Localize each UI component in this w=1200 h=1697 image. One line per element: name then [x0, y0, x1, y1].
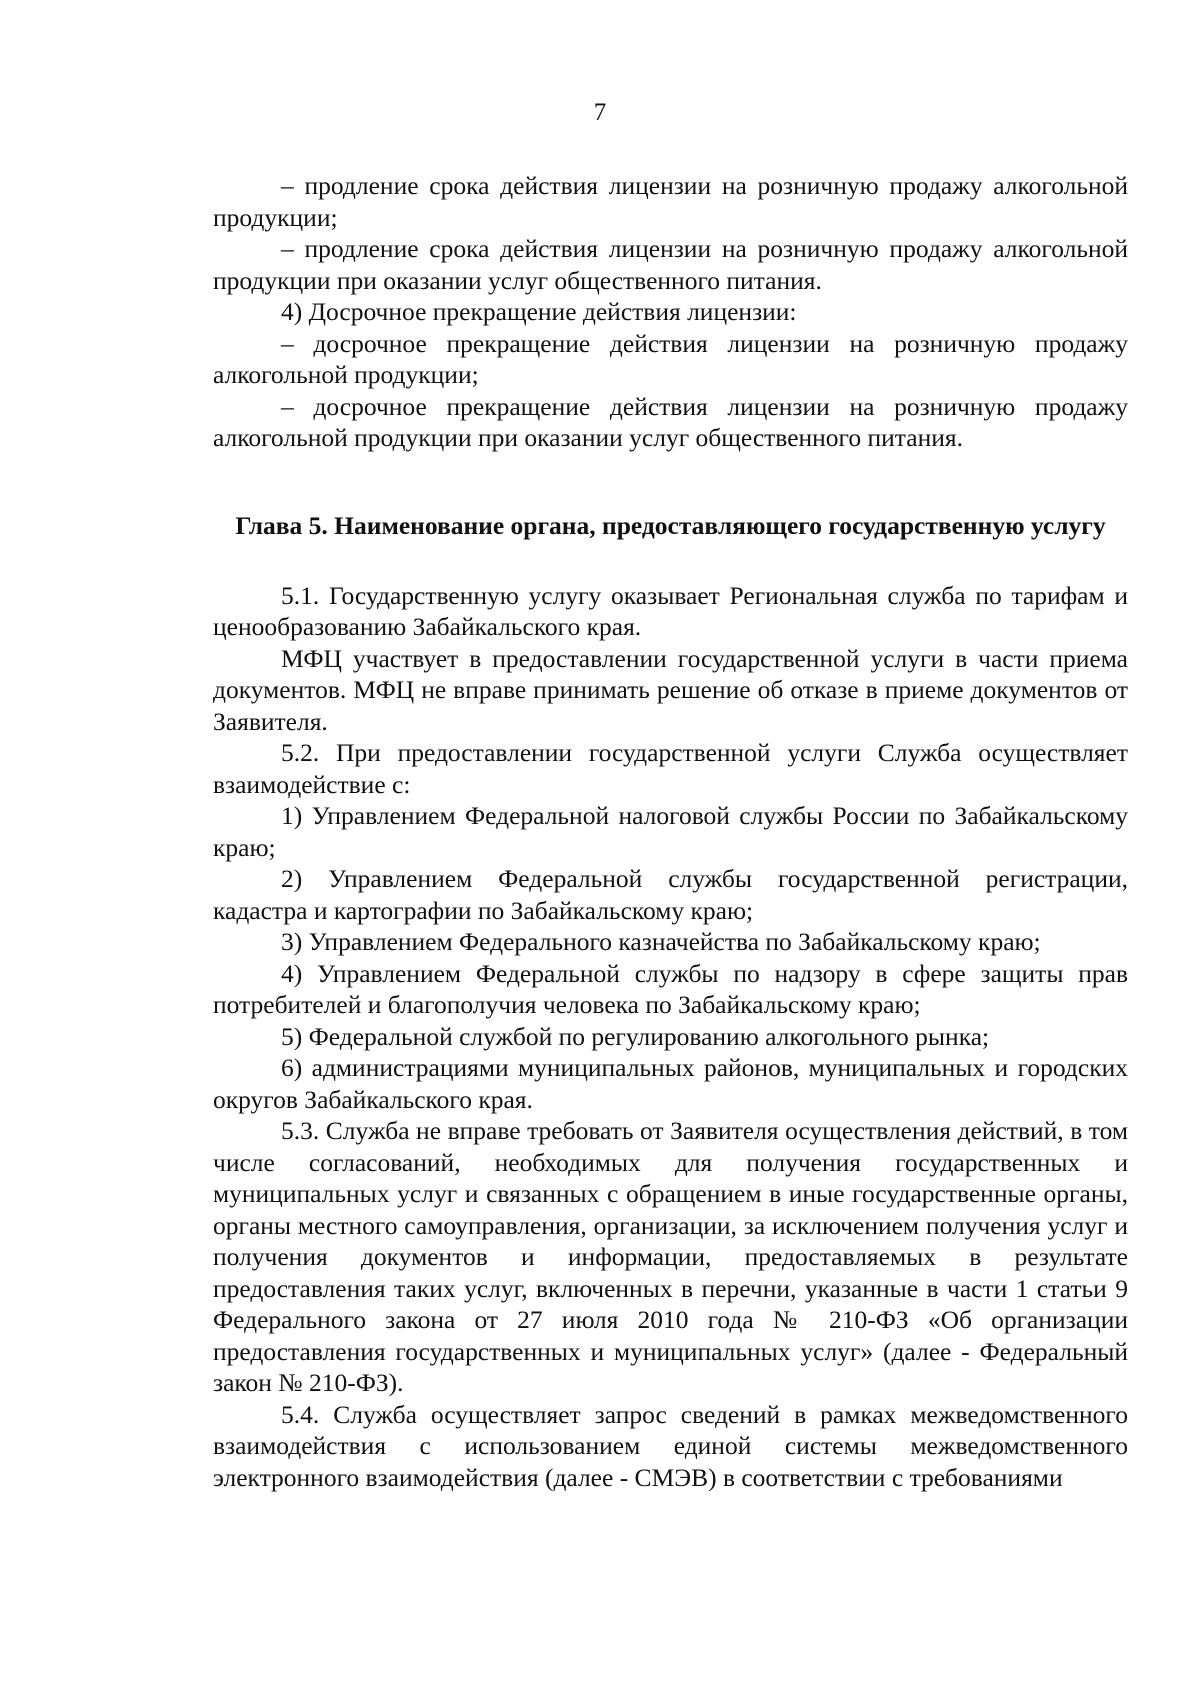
paragraph-extension-license: – продление срока действия лицензии на розничную продажу алкогольной продукции;	[213, 171, 1128, 232]
paragraph-5-4: 5.4. Служба осуществляет запрос сведений в рамках межведомственного взаимодействия с использованием единой системы межведомственного электронного взаимодействия (далее - СМЭВ) в соответствии с требованиями	[213, 1399, 1128, 1492]
list-item-1: 1) Управлением Федеральной налоговой службы России по Забайкальскому краю;	[213, 801, 1128, 862]
spacer	[213, 542, 1128, 580]
paragraph-5-3: 5.3. Служба не вправе требовать от Заявителя осуществления действий, в том числе согласований, необходимых для получения государственных и муниципальных услуг и связанных с обращением в иные государственные органы, органы местного самоуправления, организации, за исключением получения услуг и получения документов и информации, предоставляемых в результате предоставления таких услуг, включенных в перечни, указанные в части 1 статьи 9 Федерального закона от 27 июля 2010 года № 210-ФЗ «Об организации предоставления государственных и муниципальных услуг» (далее - Федеральный закон № 210-ФЗ).	[213, 1116, 1128, 1397]
paragraph-early-termination-license: – досрочное прекращение действия лицензии на розничную продажу алкогольной продукции;	[213, 328, 1128, 389]
paragraph-5-2: 5.2. При предоставлении государственной услуги Служба осуществляет взаимодействие с:	[213, 738, 1128, 799]
list-item-6: 6) администрациями муниципальных районов, муниципальных и городских округов Забайкальского края.	[213, 1053, 1128, 1114]
document-body	[213, 170, 1128, 1493]
paragraph-early-termination-title: 4) Досрочное прекращение действия лицензии:	[281, 297, 797, 326]
list-item-4: 4) Управлением Федеральной службы по надзору в сфере защиты прав потребителей и благополучия человека по Забайкальскому краю;	[213, 958, 1128, 1019]
paragraph-extension-license-catering: – продление срока действия лицензии на розничную продажу алкогольной продукции при оказании услуг общественного питания.	[213, 234, 1128, 295]
paragraph-5-1: 5.1. Государственную услугу оказывает Региональная служба по тарифам и ценообразованию Забайкальского края.	[213, 580, 1128, 641]
list-item-5: 5) Федеральной службой по регулированию алкогольного рынка;	[281, 1021, 990, 1051]
paragraph-mfc: МФЦ участвует в предоставлении государственной услуги в части приема документов. МФЦ не вправе принимать решение об отказе в приеме документов от Заявителя.	[213, 643, 1128, 736]
paragraph-early-termination-license-catering: – досрочное прекращение действия лицензии на розничную продажу алкогольной продукции при оказании услуг общественного питания.	[213, 391, 1128, 452]
list-item-2: 2) Управлением Федеральной службы государственной регистрации, кадастра и картографии по Забайкальскому краю;	[213, 864, 1128, 925]
chapter-heading: Глава 5. Наименование органа, предоставляющего государственную услугу	[235, 510, 1106, 540]
page-number: 7	[593, 99, 607, 126]
list-item-3: 3) Управлением Федерального казначейства по Забайкальскому краю;	[281, 927, 1041, 956]
